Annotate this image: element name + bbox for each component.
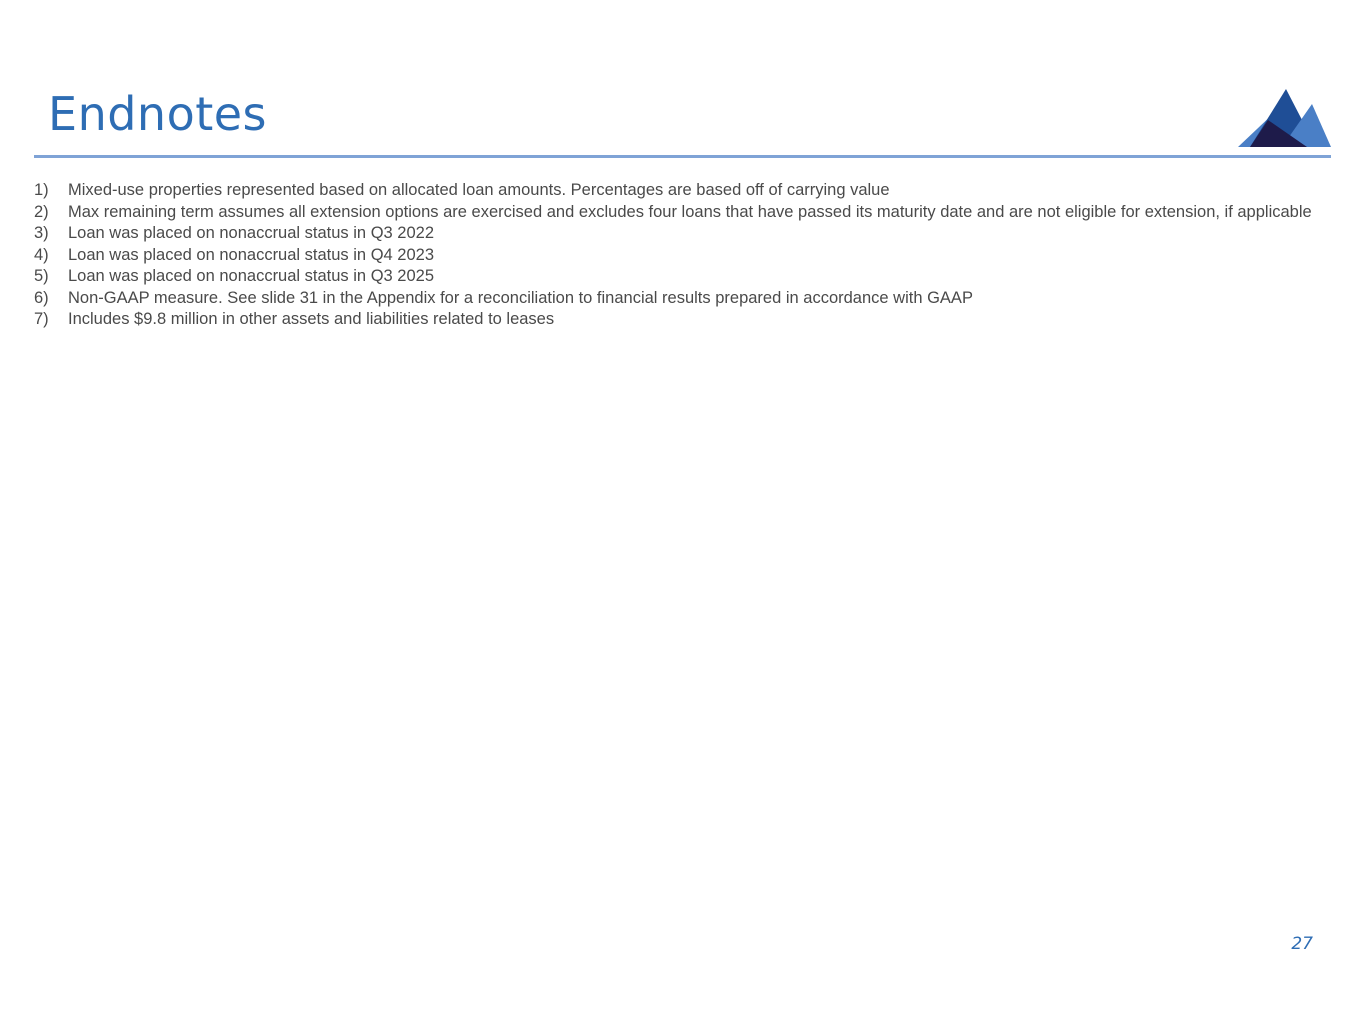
page-number: 27 <box>1291 934 1313 954</box>
endnote-text: Loan was placed on nonaccrual status in Q3 2025 <box>68 267 434 285</box>
endnote-item <box>34 266 1334 288</box>
endnote-item <box>34 180 1334 202</box>
endnote-text: Loan was placed on nonaccrual status in Q3 2022 <box>68 224 434 242</box>
endnote-number: 3) <box>34 224 49 242</box>
mountain-logo-icon <box>1236 88 1332 148</box>
endnote-text: Mixed-use properties represented based on allocated loan amounts. Percentages are based off of carrying value <box>68 181 890 199</box>
endnote-number: 5) <box>34 267 49 285</box>
endnote-text: Max remaining term assumes all extension options are exercised and excludes four loans that have passed its maturity date and are not eligible for extension, if applicable <box>68 202 1312 221</box>
endnotes-list <box>34 180 1334 331</box>
endnote-number: 1) <box>34 181 49 199</box>
endnote-number: 6) <box>34 288 49 307</box>
endnote-item <box>34 202 1334 224</box>
title-divider <box>34 155 1331 158</box>
endnote-text: Non-GAAP measure. See slide 31 in the Appendix for a reconciliation to financial results prepared in accordance with GAAP <box>68 288 973 307</box>
endnote-number: 7) <box>34 310 49 328</box>
endnote-item <box>34 309 1334 331</box>
endnote-item <box>34 223 1334 245</box>
endnote-item <box>34 245 1334 267</box>
endnote-item <box>34 288 1334 310</box>
page-title: Endnotes <box>48 87 268 141</box>
endnote-text: Loan was placed on nonaccrual status in Q4 2023 <box>68 245 434 264</box>
endnote-text: Includes $9.8 million in other assets and liabilities related to leases <box>68 310 555 328</box>
endnote-number: 4) <box>34 245 49 264</box>
endnote-number: 2) <box>34 202 49 221</box>
